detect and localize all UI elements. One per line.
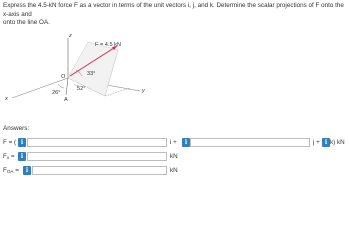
foa-input[interactable] [32,166,167,175]
line-oa [66,78,68,95]
info-icon: i [25,167,29,174]
angle-26-label: 26° [52,90,61,96]
fx-label-sub: x [6,155,10,160]
f-vector-i-info-button[interactable] [18,138,26,147]
z-axis-label: z [69,33,72,39]
i-unit-label: i + [170,139,177,146]
info-icon: i [184,139,188,146]
angle-33-label: 33° [87,71,96,77]
j-unit-label: j + [313,139,320,146]
problem-line-1: Express the 4.5-kN force F as a vector in terms of the unit vectors i, j, and k. Determine the scalar projections of F onto the x-axis and [3,2,344,18]
f-vector-k-info-button[interactable] [322,138,330,147]
origin-label: O [61,74,66,80]
k-unit-label: k) kN [330,139,345,146]
fx-label-main: F [3,153,7,160]
arc-26 [58,84,64,88]
foa-unit-label: kN [170,167,178,174]
fx-label [3,152,15,162]
y-axis-label: y [142,88,145,94]
f-vector-i-input[interactable] [27,138,167,147]
fx-input[interactable] [27,152,167,161]
answers-heading: Answers: [3,125,30,132]
fx-unit-label: kN [170,153,178,160]
foa-label-eq: = [13,167,19,174]
info-icon: i [20,139,24,146]
dashed-projection-2 [105,88,130,96]
x-axis-label: x [5,96,8,102]
problem-line-2: onto the line OA. [3,19,50,27]
force-label: F = 4.5 kN [95,42,121,48]
info-icon: i [324,139,328,146]
f-vector-label: F = ( [3,139,17,146]
angle-52-label: 52° [77,86,86,92]
f-vector-j-input[interactable] [190,138,310,147]
f-vector-j-info-button[interactable] [182,138,190,147]
problem-figure [0,0,350,110]
fx-info-button[interactable] [18,152,26,161]
point-a-label: A [64,97,68,103]
fx-label-eq: = [9,153,15,160]
foa-label [3,166,19,176]
foa-label-main: F [3,167,7,174]
foa-label-sub: OA [6,169,14,174]
info-icon: i [20,153,24,160]
foa-info-button[interactable] [23,166,31,175]
